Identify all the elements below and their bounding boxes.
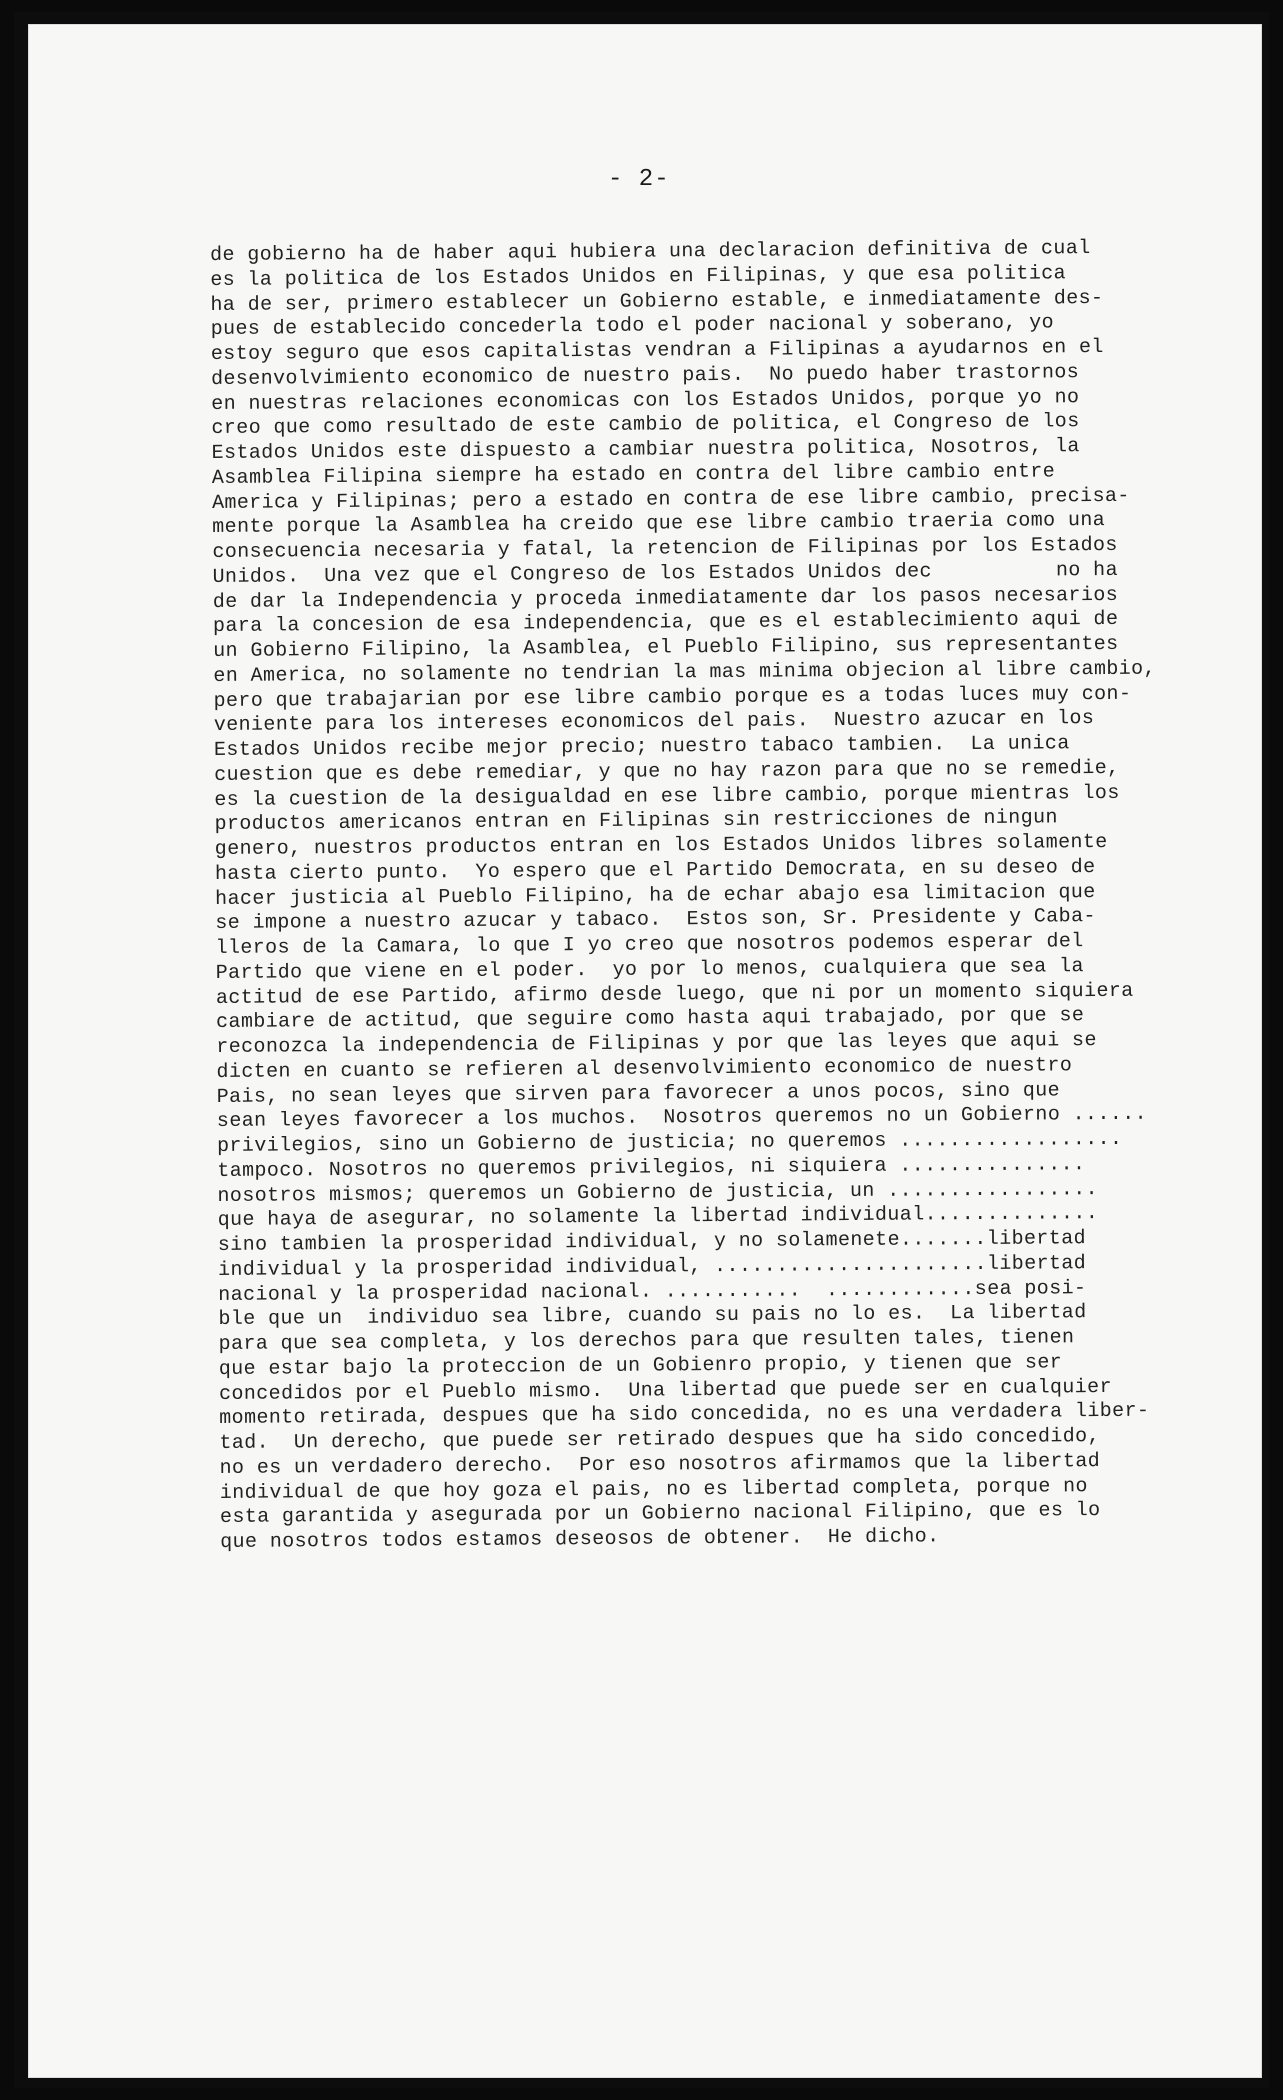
text-line: hacer justicia al Pueblo Filipino, ha de echar abajo esa limitacion que: [215, 880, 1096, 911]
text-line: de dar la Independencia y proceda inmediatamente dar los pasos necesarios: [212, 583, 1119, 614]
text-line: consecuencia necesaria y fatal, la retencion de Filipinas por los Estados: [212, 533, 1118, 564]
text-line: actitud de ese Partido, afirmo desde luego, que ni por un momento siquiera: [215, 979, 1134, 1010]
text-line: que estar bajo la proteccion de un Gobienro propio, y tienen que ser: [218, 1351, 1063, 1381]
text-line: un Gobierno Filipino, la Asamblea, el Pueblo Filipino, sus representantes: [213, 632, 1119, 663]
text-line: esta garantida y asegurada por un Gobierno nacional Filipino, que es lo: [219, 1499, 1101, 1530]
scan-border: [14, 12, 1269, 2088]
text-line: sean leyes favorecer a los muchos. Nosotros queremos no un Gobierno ......: [216, 1102, 1148, 1134]
text-line: en nuestras relaciones economicas con los Estados Unidos, porque yo no: [211, 385, 1080, 416]
text-line: America y Filipinas; pero a estado en contra de ese libre cambio, precisa-: [211, 484, 1130, 515]
body-text: [210, 236, 1220, 1556]
text-line: de gobierno ha de haber aqui hubiera una declaracion definitiva de cual: [210, 237, 1091, 267]
text-line: Partido que viene en el poder. yo por lo menos, cualquiera que sea la: [215, 954, 1084, 985]
text-line: creo que como resultado de este cambio de politica, el Congreso de los: [211, 410, 1080, 441]
text-line: ble que un individuo sea libre, cuando su pais no lo es. La libertad: [218, 1301, 1087, 1332]
document-page: [28, 24, 1262, 2078]
text-line: pero que trabajarian por ese libre cambio porque es a todas luces muy con-: [213, 682, 1132, 713]
text-line: tampoco. Nosotros no queremos privilegios, ni siquiera ...............: [217, 1152, 1086, 1183]
text-line: tad. Un derecho, que puede ser retirado despues que ha sido concedido,: [219, 1425, 1101, 1455]
text-line: Unidos. Una vez que el Congreso de los Estados Unidos dec no ha: [212, 558, 1119, 589]
text-line: reconozca la independencia de Filipinas y por que las leyes que aqui se: [216, 1029, 1097, 1059]
text-line: nosotros mismos; queremos un Gobierno de justicia, un .................: [217, 1177, 1099, 1208]
text-line: concedidos por el Pueblo mismo. Una libertad que puede ser en cualquier: [218, 1375, 1113, 1406]
text-line: en America, no solamente no tendrian la mas minima objecion al libre cambio,: [213, 657, 1157, 688]
text-line: mente porque la Asamblea ha creido que ese libre cambio traeria como una: [212, 509, 1106, 540]
text-line: que nosotros todos estamos deseosos de obtener. He dicho.: [220, 1525, 940, 1554]
text-line: ha de ser, primero establecer un Gobierno estable, e inmediatamente des-: [210, 286, 1104, 317]
text-line: veniente para los intereses economicos del pais. Nuestro azucar en los: [213, 707, 1095, 738]
text-line: Estados Unidos recibe mejor precio; nuestro tabaco tambien. La unica: [213, 732, 1070, 762]
text-line: cuestion que es debe remediar, y que no hay razon para que no se remedie,: [214, 756, 1120, 787]
text-line: se impone a nuestro azucar y tabaco. Estos son, Sr. Presidente y Caba-: [215, 905, 1096, 936]
text-line: para que sea completa, y los derechos para que resulten tales, tienen: [218, 1326, 1075, 1356]
text-line: que haya de asegurar, no solamente la libertad individual..............: [217, 1202, 1099, 1233]
text-line: es la politica de los Estados Unidos en Filipinas, y que esa politica: [210, 262, 1067, 292]
text-line: individual y la prosperidad individual, ......................libertad: [217, 1251, 1087, 1282]
text-line: dicten en cuanto se refieren al desenvolvimiento economico de nuestro: [216, 1054, 1073, 1084]
text-line: lleros de la Camara, lo que I yo creo que nosotros podemos esperar del: [215, 930, 1084, 960]
text-line: individual de que hoy goza el pais, no es libertad completa, porque no: [219, 1474, 1089, 1505]
text-line: momento retirada, despues que ha sido concedida, no es una verdadera liber-: [219, 1399, 1150, 1431]
text-line: estoy seguro que esos capitalistas vendran a Filipinas a ayudarnos en el: [210, 335, 1104, 366]
text-line: sino tambien la prosperidad individual, y no solamenete.......libertad: [217, 1227, 1087, 1257]
text-line: nacional y la prosperidad nacional. ........... ............sea posi-: [218, 1276, 1087, 1307]
text-line: desenvolvimiento economico de nuestro pais. No puedo haber trastornos: [210, 360, 1080, 391]
text-line: pues de establecido concederla todo el poder nacional y soberano, yo: [210, 311, 1055, 342]
text-line: para la concesion de esa independencia, que es el establecimiento aqui de: [212, 608, 1119, 639]
text-line: productos americanos entran en Filipinas sin restricciones de ningun: [214, 806, 1058, 837]
text-line: cambiare de actitud, que seguire como hasta aqui trabajado, por que se: [216, 1004, 1085, 1035]
text-line: Estados Unidos este dispuesto a cambiar nuestra politica, Nosotros, la: [211, 435, 1080, 465]
text-line: genero, nuestros productos entran en los Estados Unidos libres solamente: [214, 830, 1108, 861]
text-line: es la cuestion de la desigualdad en ese libre cambio, porque mientras los: [214, 781, 1120, 812]
page-number: - 2-: [608, 166, 670, 193]
text-line: Pais, no sean leyes que sirven para favorecer a unos pocos, sino que: [216, 1078, 1061, 1109]
text-line: no es un verdadero derecho. Por eso nosotros afirmamos que la libertad: [219, 1449, 1101, 1480]
text-line: Asamblea Filipina siempre ha estado en contra del libre cambio entre: [211, 460, 1056, 490]
text-line: hasta cierto punto. Yo espero que el Partido Democrata, en su deseo de: [214, 855, 1096, 886]
text-line: privilegios, sino un Gobierno de justicia; no queremos ..................: [216, 1127, 1123, 1158]
